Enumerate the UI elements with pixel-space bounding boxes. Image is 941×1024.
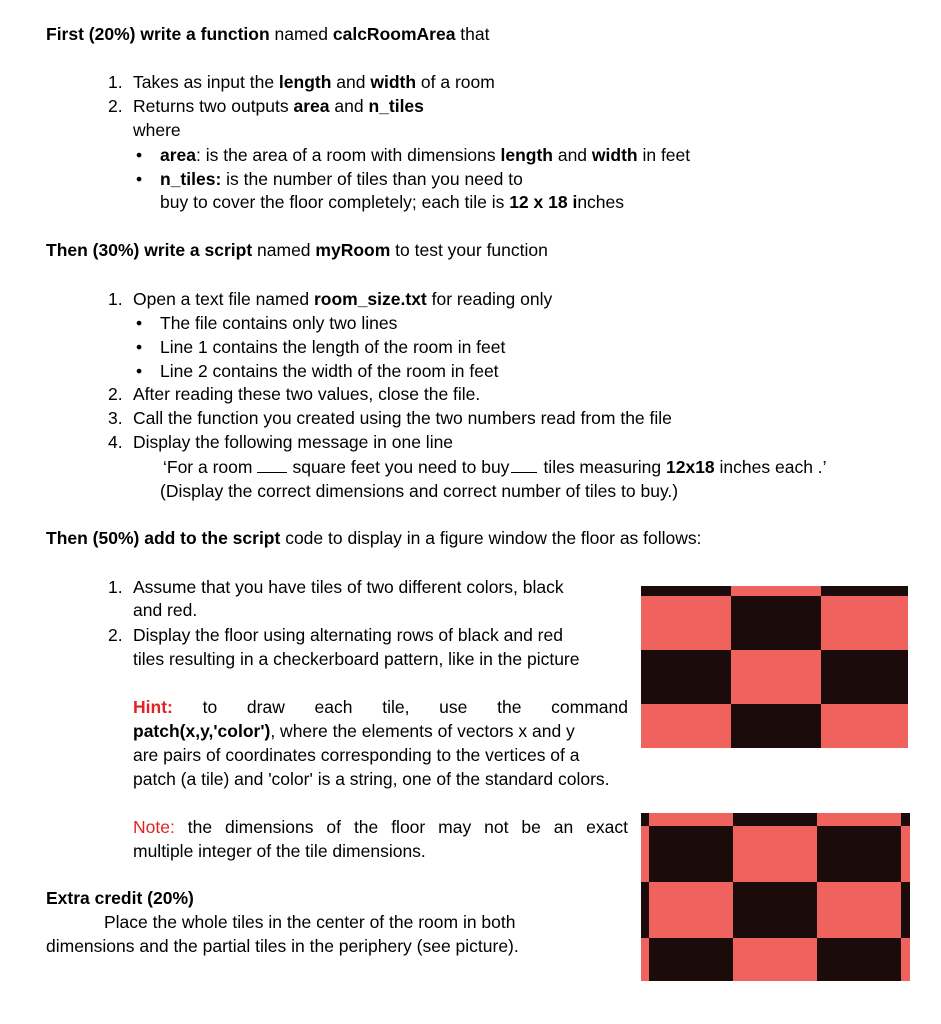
s3-item-1: 1. <box>108 577 123 597</box>
s2-item-2: 2. <box>108 384 123 404</box>
s1-bullet-ntiles: n_tiles: is the number of tiles than you need to <box>160 169 523 189</box>
s2-message: ‘For a room square feet you need to buy tiles measuring 12x18 inches each .’ <box>163 457 827 477</box>
centered-checkerboard-image <box>641 813 910 981</box>
bullet-icon: • <box>136 313 143 333</box>
s1-item-1-text: Takes as input the length and width of a room <box>133 72 495 92</box>
s2-bullet-3: Line 2 contains the width of the room in feet <box>160 361 499 381</box>
s3-item-1-line2: and red. <box>133 600 198 620</box>
extra-credit-line1: Place the whole tiles in the center of the room in both <box>104 912 516 932</box>
s1-item-2: 2. <box>108 96 123 116</box>
s3-item-2: 2. <box>108 625 123 645</box>
s2-item-2-text: After reading these two values, close the file. <box>133 384 481 404</box>
s2-item-1-text: Open a text file named room_size.txt for reading only <box>133 289 553 309</box>
s3-item-1-line1: Assume that you have tiles of two different colors, black <box>133 577 564 597</box>
note-line1: Note: the dimensions of the floor may not be an exact <box>133 817 628 837</box>
note-line2: multiple integer of the tile dimensions. <box>133 841 426 861</box>
s2-item-4-text: Display the following message in one line <box>133 432 454 452</box>
s3-item-2-line2: tiles resulting in a checkerboard pattern, like in the picture <box>133 649 580 669</box>
hint-line3: are pairs of coordinates corresponding to the vertices of a <box>133 745 580 765</box>
extra-credit-title: Extra credit (20%) <box>46 888 194 908</box>
hint-line1: Hint: to draw each tile, use the command <box>133 697 628 717</box>
checkerboard-image <box>641 586 908 748</box>
hint-line4: patch (a tile) and 'color' is a string, one of the standard colors. <box>133 769 610 789</box>
s1-item-2-text: Returns two outputs area and n_tiles <box>133 96 424 116</box>
section2-heading: Then (30%) write a script named myRoom to test your function <box>46 240 548 260</box>
s2-bullet-1: The file contains only two lines <box>160 313 398 333</box>
s1-bullet-area: area: is the area of a room with dimensions length and width in feet <box>160 145 691 165</box>
s2-bullet-2: Line 1 contains the length of the room in feet <box>160 337 506 357</box>
s3-item-2-line1: Display the floor using alternating rows of black and red <box>133 625 563 645</box>
s1-where: where <box>133 120 181 140</box>
bullet-icon: • <box>136 361 143 381</box>
s2-item-3: 3. <box>108 408 123 428</box>
blank-line <box>257 457 287 473</box>
hint-line2: patch(x,y,'color'), where the elements of vectors x and y <box>133 721 575 741</box>
bullet-icon: • <box>136 169 143 189</box>
section3-heading: Then (50%) add to the script code to display in a figure window the floor as follows: <box>46 528 702 548</box>
section1-heading: First (20%) write a function named calcRoomArea that <box>46 24 490 44</box>
s2-item-3-text: Call the function you created using the two numbers read from the file <box>133 408 672 428</box>
extra-credit-line2: dimensions and the partial tiles in the periphery (see picture). <box>46 936 519 956</box>
s2-item-1: 1. <box>108 289 123 309</box>
blank-line <box>511 457 537 473</box>
bullet-icon: • <box>136 145 143 165</box>
s1-item-1: 1. <box>108 72 123 92</box>
s2-item-4: 4. <box>108 432 123 452</box>
bullet-icon: • <box>136 337 143 357</box>
s2-message-note: (Display the correct dimensions and correct number of tiles to buy.) <box>160 481 679 501</box>
s1-bullet-ntiles-line2: buy to cover the floor completely; each tile is 12 x 18 inches <box>160 192 625 212</box>
